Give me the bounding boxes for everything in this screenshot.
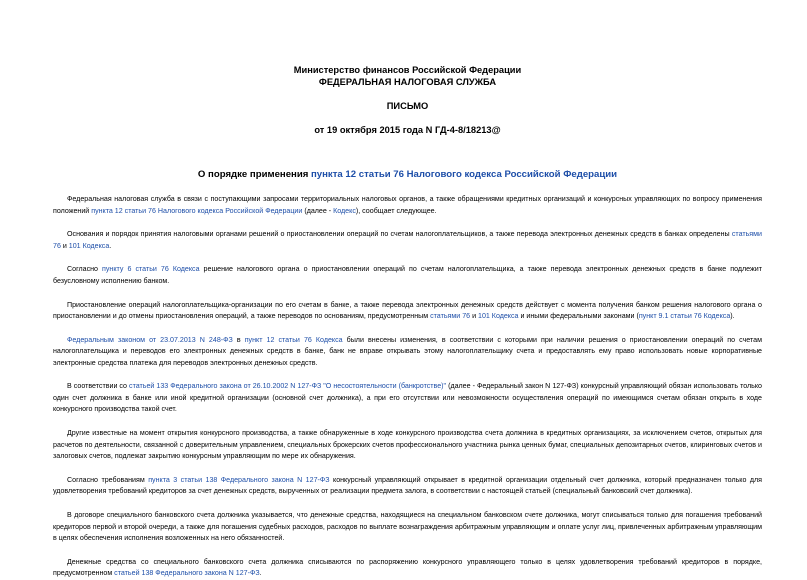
service-name: ФЕДЕРАЛЬНАЯ НАЛОГОВАЯ СЛУЖБА (318, 77, 497, 87)
ministry-name: Министерство финансов Российской Федерации (293, 65, 522, 75)
paragraph (53, 335, 762, 370)
paragraph (53, 264, 762, 287)
paragraph-text: Согласно (67, 265, 103, 274)
paragraph-text: . (109, 241, 112, 250)
law-reference-link[interactable]: пункта 3 статьи 138 Федерального закона N 127-ФЗ (148, 475, 330, 484)
law-reference-link[interactable]: пункту 6 статьи 76 Кодекса (102, 265, 200, 274)
law-reference-link[interactable]: 101 Кодекса (68, 241, 110, 250)
paragraph (53, 428, 762, 463)
paragraph (53, 557, 762, 580)
paragraph-text: и (470, 312, 478, 321)
paragraph-text: Согласно требованиям (67, 475, 149, 484)
law-reference-link[interactable]: статьей 133 Федерального закона от 26.10.2002 N 127-ФЗ "О несостоятельности (банкротстве)" (129, 382, 447, 391)
paragraph (53, 475, 762, 498)
paragraph (53, 229, 762, 252)
document-title (53, 169, 762, 180)
paragraph-text: Федеральная налоговая служба в связи с поступающими запросами территориальных налоговых органов, а также обращениями кредитных организаций и конкурсных управляющих по вопросу применения положений (53, 195, 762, 215)
paragraph-text: были внесены изменения, в соответствии с которыми при наличии решения о приостановлении операций по счетам налогоплательщика и переводов его электронных денежных средств в банке, банк не вправе открывать этому налогоплательщику счета и предоставлять ему право использовать новые корпоративные электронные средства платежа для переводов электронных денежных средств. (53, 335, 762, 367)
paragraph-text: в (232, 335, 245, 344)
paragraph-text: решение налогового органа о приостановлении операций по счетам налогоплательщика, а также перевода электронных денежных средств в банке подлежит безусловному исполнению банком. (53, 265, 762, 285)
paragraph (53, 381, 762, 416)
paragraph-text: В договоре специального банковского счета должника указывается, что денежные средства, находящиеся на специальном банковском счете должника, могут списываться только для погашения требований кредиторов первой и второй очереди, а также для погашения судебных расходов, расходов по выплате вознаграждения арбитражным управляющим и оплате услуг лиц, привлеченных арбитражным управляющим в целях обеспечения исполнения возложенных на него обязанностей. (53, 511, 762, 542)
paragraph (53, 510, 762, 545)
paragraph-text: конкурсный управляющий открывает в кредитной организации отдельный счет должника, который предназначен только для удовлетворения требований кредиторов за счет денежных средств, вырученных от реализации предмета залога, в соответствии с настоящей статьей (специальный банковский счет должника). (53, 475, 763, 496)
document-type: ПИСЬМО (386, 101, 429, 111)
law-reference-link[interactable]: пункт 12 статьи 76 Кодекса (244, 335, 343, 344)
title-prefix: О порядке применения (197, 169, 311, 180)
law-reference-link[interactable]: 101 Кодекса (478, 312, 519, 321)
paragraph-text: Денежные средства со специального банковского счета должника списываются по распоряжению конкурсного управляющего только в целях удовлетворения требований кредиторов в порядке, предусмотренном (53, 557, 762, 578)
document-body (53, 194, 762, 580)
law-reference-link[interactable]: Федеральным законом от 23.07.2013 N 248-ФЗ (67, 335, 233, 344)
law-reference-link[interactable]: пункт 9.1 статьи 76 Кодекса (638, 312, 731, 321)
title-link[interactable]: пункта 12 статьи 76 Налогового кодекса Российской Федерации (311, 169, 618, 180)
document-header (53, 64, 762, 136)
law-reference-link[interactable]: пункта 12 статьи 76 Налогового кодекса Российской Федерации (91, 206, 303, 215)
paragraph-text: и (60, 241, 69, 250)
paragraph-text: В соответствии со (67, 382, 130, 391)
paragraph-text: и иными федеральными законами ( (518, 312, 639, 321)
paragraph-text: ). (730, 312, 735, 321)
paragraph-text: ), сообщает следующее. (355, 206, 437, 215)
paragraph-text: Приостановление операций налогоплательщика-организации по его счетам в банке, а также перевода электронных денежных средств действует с момента получения банком решения налогового органа о приостановлении и до отмены приостановления операций, а также переводов по основаниям, предусмотренным (53, 300, 762, 321)
paragraph-text: (далее - Федеральный закон N 127-ФЗ) конкурсный управляющий обязан использовать только один счет должника в банке или иной кредитной организации (основной счет должника), а при его отсутствии или невозможности осуществления операций по имеющимся счетам обязан открыть в ходе конкурсного производства такой счет. (53, 382, 762, 414)
law-reference-link[interactable]: статьями 76 (430, 312, 471, 321)
document-date-number: от 19 октября 2015 года N ГД-4-8/18213@ (314, 125, 501, 135)
paragraph (53, 300, 762, 323)
paragraph (53, 194, 762, 217)
paragraph-text: Другие известные на момент открытия конкурсного производства, а также обнаруженные в ходе конкурсного производства счета должника в кредитных организациях, за исключением счетов, открытых для расчетов по деятельности, связанной с доверительным управлением, специальных брокерских счетов профессионального участника рынка ценных бумаг, специальных депозитарных счетов, клиринговых счетов и залоговых счетов, подлежат закрытию конкурсным управляющим по мере их обнаружения. (53, 429, 762, 461)
paragraph-text: Основания и порядок принятия налоговыми органами решений о приостановлении операций по счетам налогоплательщиков, а также перевода электронных денежных средств в банках определены (67, 230, 732, 239)
paragraph-text: (далее - (302, 206, 334, 215)
paragraph-text: . (259, 569, 262, 578)
law-reference-link[interactable]: статьей 138 Федерального закона N 127-ФЗ (114, 569, 260, 578)
law-reference-link[interactable]: статьями 76 (53, 230, 762, 250)
law-reference-link[interactable]: Кодекс (333, 206, 356, 215)
